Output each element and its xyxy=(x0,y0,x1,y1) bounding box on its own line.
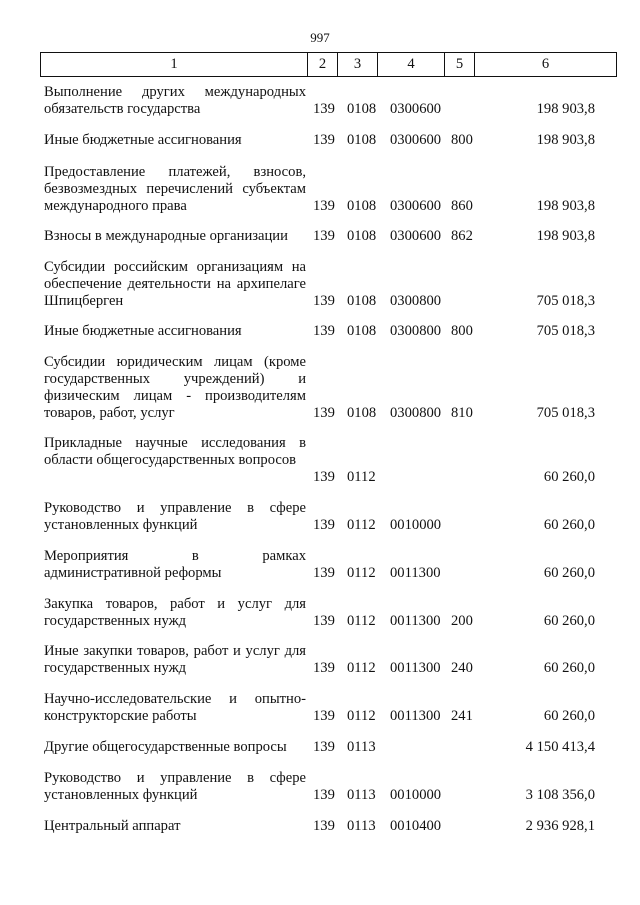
row-code-2: 139 xyxy=(313,405,335,421)
row-code-4: 0010000 xyxy=(390,517,442,533)
header-col-3: 3 xyxy=(338,53,378,77)
row-amount: 60 260,0 xyxy=(543,708,595,724)
row-code-5: 862 xyxy=(451,228,473,244)
row-code-4: 0011300 xyxy=(390,613,441,629)
row-amount: 705 018,3 xyxy=(536,323,595,339)
row-code-2: 139 xyxy=(313,132,335,148)
table-row xyxy=(0,770,640,804)
row-amount: 60 260,0 xyxy=(543,517,595,533)
row-code-3: 0112 xyxy=(347,660,376,676)
row-code-4: 0300600 xyxy=(390,198,442,214)
table-row xyxy=(0,164,640,215)
table-row xyxy=(0,500,640,534)
row-code-3: 0108 xyxy=(347,228,377,244)
row-code-2: 139 xyxy=(313,198,335,214)
row-code-5: 241 xyxy=(451,708,473,724)
row-name: Предоставление платежей, взносов, безвозмездных перечислений субъектам международного права xyxy=(44,164,306,214)
row-code-2: 139 xyxy=(313,660,335,676)
row-name: Иные бюджетные ассигнования xyxy=(44,323,242,339)
header-col-5: 5 xyxy=(445,53,475,77)
row-amount: 60 260,0 xyxy=(543,660,595,676)
row-code-5: 810 xyxy=(451,405,473,421)
row-code-3: 0112 xyxy=(347,469,376,485)
row-code-3: 0108 xyxy=(347,405,377,421)
row-code-2: 139 xyxy=(313,787,335,803)
row-amount: 198 903,8 xyxy=(536,101,595,117)
table-row xyxy=(0,228,640,245)
row-name: Взносы в международные организации xyxy=(44,228,288,244)
header-col-6: 6 xyxy=(475,53,617,77)
row-code-2: 139 xyxy=(313,565,335,581)
row-code-2: 139 xyxy=(313,818,335,834)
row-code-3: 0113 xyxy=(347,787,376,803)
row-code-2: 139 xyxy=(313,739,335,755)
table-row xyxy=(0,739,640,756)
row-name: Субсидии российским организациям на обеспечение деятельности на архипелаге Шпицберген xyxy=(44,259,306,309)
row-code-4: 0300600 xyxy=(390,228,442,244)
row-code-4: 0010000 xyxy=(390,787,442,803)
row-name: Закупка товаров, работ и услуг для государственных нужд xyxy=(44,596,306,629)
row-code-4: 0300800 xyxy=(390,405,442,421)
table-row xyxy=(0,596,640,630)
row-code-2: 139 xyxy=(313,101,335,117)
row-code-3: 0108 xyxy=(347,293,377,309)
table-row xyxy=(0,548,640,582)
row-name: Руководство и управление в сфере установленных функций xyxy=(44,770,306,803)
header-col-2: 2 xyxy=(308,53,338,77)
row-code-2: 139 xyxy=(313,708,335,724)
row-code-3: 0108 xyxy=(347,198,377,214)
row-code-4: 0011300 xyxy=(390,660,441,676)
row-code-2: 139 xyxy=(313,517,335,533)
row-code-3: 0112 xyxy=(347,708,376,724)
row-code-3: 0112 xyxy=(347,565,376,581)
row-code-2: 139 xyxy=(313,613,335,629)
row-code-5: 800 xyxy=(451,323,473,339)
row-amount: 60 260,0 xyxy=(543,613,595,629)
table-row xyxy=(0,132,640,149)
table-row xyxy=(0,259,640,310)
row-amount: 3 108 356,0 xyxy=(525,787,595,803)
row-code-4: 0300600 xyxy=(390,101,442,117)
row-name: Научно-исследовательские и опытно-конструкторские работы xyxy=(44,691,306,724)
row-code-3: 0108 xyxy=(347,101,377,117)
table-row xyxy=(0,691,640,725)
row-code-4: 0010400 xyxy=(390,818,442,834)
table-header xyxy=(40,52,617,77)
row-code-3: 0113 xyxy=(347,818,376,834)
row-code-2: 139 xyxy=(313,469,335,485)
row-name: Выполнение других международных обязательств государства xyxy=(44,84,306,117)
row-code-4: 0011300 xyxy=(390,708,441,724)
row-name: Центральный аппарат xyxy=(44,818,181,834)
page-number: 997 xyxy=(310,30,330,45)
table-row xyxy=(0,643,640,677)
row-amount: 198 903,8 xyxy=(536,228,595,244)
row-amount: 198 903,8 xyxy=(536,198,595,214)
row-name: Другие общегосударственные вопросы xyxy=(44,739,287,755)
row-code-3: 0108 xyxy=(347,323,377,339)
row-amount: 705 018,3 xyxy=(536,405,595,421)
row-amount: 4 150 413,4 xyxy=(525,739,595,755)
table-row xyxy=(0,818,640,835)
table-row xyxy=(0,435,640,486)
row-code-4: 0300800 xyxy=(390,323,442,339)
row-name: Иные закупки товаров, работ и услуг для государственных нужд xyxy=(44,643,306,676)
row-code-3: 0112 xyxy=(347,613,376,629)
row-code-4: 0300800 xyxy=(390,293,442,309)
header-col-4: 4 xyxy=(378,53,445,77)
table-row xyxy=(0,354,640,422)
row-amount: 60 260,0 xyxy=(543,565,595,581)
row-code-4: 0011300 xyxy=(390,565,441,581)
row-name: Иные бюджетные ассигнования xyxy=(44,132,242,148)
table-row xyxy=(0,323,640,340)
row-amount: 60 260,0 xyxy=(543,469,595,485)
row-amount: 198 903,8 xyxy=(536,132,595,148)
row-amount: 2 936 928,1 xyxy=(525,818,595,834)
table-row xyxy=(0,84,640,118)
row-code-2: 139 xyxy=(313,293,335,309)
row-name: Прикладные научные исследования в области общегосударственных вопросов xyxy=(44,435,306,468)
row-code-5: 240 xyxy=(451,660,473,676)
header-col-1: 1 xyxy=(41,53,308,77)
row-code-5: 200 xyxy=(451,613,473,629)
row-code-5: 800 xyxy=(451,132,473,148)
row-code-3: 0112 xyxy=(347,517,376,533)
row-code-3: 0113 xyxy=(347,739,376,755)
row-code-2: 139 xyxy=(313,323,335,339)
row-name: Субсидии юридическим лицам (кроме государственных учреждений) и физическим лицам - производителям товаров, работ, услуг xyxy=(44,354,306,421)
row-code-4: 0300600 xyxy=(390,132,442,148)
row-code-3: 0108 xyxy=(347,132,377,148)
row-name: Мероприятия в рамках административной реформы xyxy=(44,548,306,581)
row-amount: 705 018,3 xyxy=(536,293,595,309)
row-code-5: 860 xyxy=(451,198,473,214)
row-code-2: 139 xyxy=(313,228,335,244)
row-name: Руководство и управление в сфере установленных функций xyxy=(44,500,306,533)
